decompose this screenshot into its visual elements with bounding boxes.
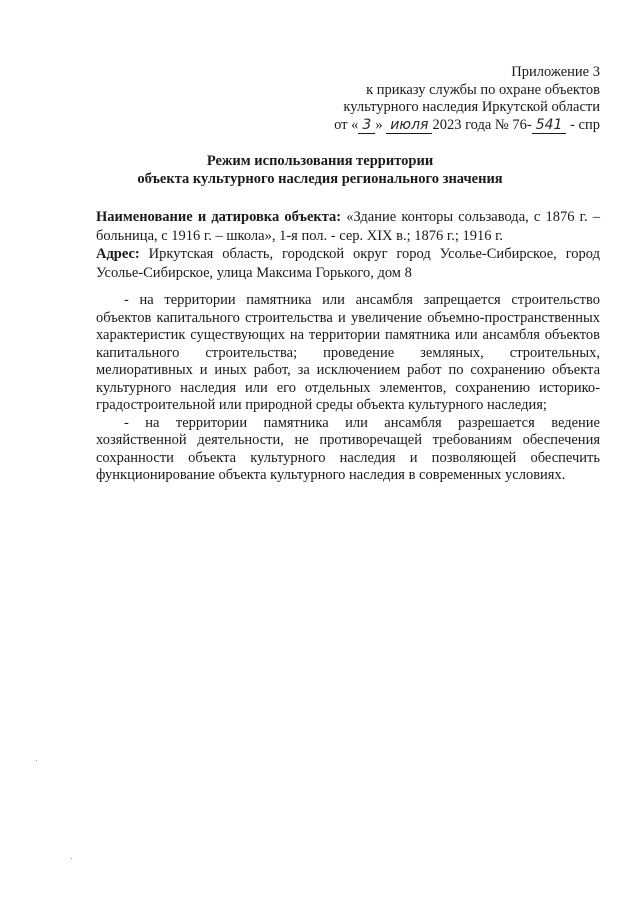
appendix-header bbox=[270, 64, 600, 134]
prohibition-paragraph: - на территории памятника или ансамбля запрещается строительство объектов капитального строительства и увеличение объемно-пространственных характеристик существующих на территории памятника или ансамбля объектов капитального строительства; проведение земляных, строительных, мелиоративных и иных работ, за исключением работ по сохранению объекта культурного наследия или его отдельных элементов, сохранению историко-градостроительной или природной среды объекта культурного наследия; bbox=[96, 292, 600, 413]
title-line-1: Режим использования территории bbox=[206, 153, 434, 169]
appendix-number: Приложение 3 bbox=[511, 64, 600, 80]
scan-speck bbox=[71, 858, 72, 859]
handwritten-day: 3 bbox=[358, 117, 375, 134]
permission-paragraph: - на территории памятника или ансамбля разрешается ведение хозяйственной деятельности, не противоречащей требованиям обеспечения сохранности объекта культурного наследия и позволяющей обеспечить функционирование объекта культурного наследия в современных условиях. bbox=[96, 414, 600, 483]
date-mid: » bbox=[375, 116, 383, 133]
object-name-paragraph bbox=[96, 208, 600, 245]
object-address-label: Адрес: bbox=[96, 246, 140, 262]
scan-speck bbox=[36, 760, 37, 761]
title-line-2: объекта культурного наследия регионального значения bbox=[137, 170, 503, 187]
object-name-label: Наименование и датировка объекта: bbox=[96, 209, 342, 225]
handwritten-month: июля bbox=[386, 117, 432, 134]
object-name-value: «Здание конторы сользавода, с 1876 г. – больница, с 1916 г. – школа», 1-я пол. - сер. XIX в.; 1876 г.; 1916 г. bbox=[96, 209, 601, 244]
object-address-paragraph bbox=[96, 245, 600, 282]
order-reference: к приказу службы по охране объектов bbox=[366, 81, 600, 98]
date-prefix: от « bbox=[334, 116, 359, 133]
authority-name: культурного наследия Иркутской области bbox=[343, 99, 600, 115]
doc-suffix: - спр bbox=[570, 116, 600, 133]
object-info bbox=[96, 208, 600, 282]
document-title bbox=[70, 153, 570, 188]
regime-text bbox=[96, 292, 600, 485]
handwritten-doc-number: 541 bbox=[532, 117, 567, 134]
date-year: 2023 года № 76- bbox=[432, 116, 532, 133]
order-date-line bbox=[270, 117, 600, 135]
object-address-value: Иркутская область, городской округ город Усолье-Сибирское, город Усолье-Сибирское, улица Максима Горького, дом 8 bbox=[96, 246, 600, 281]
